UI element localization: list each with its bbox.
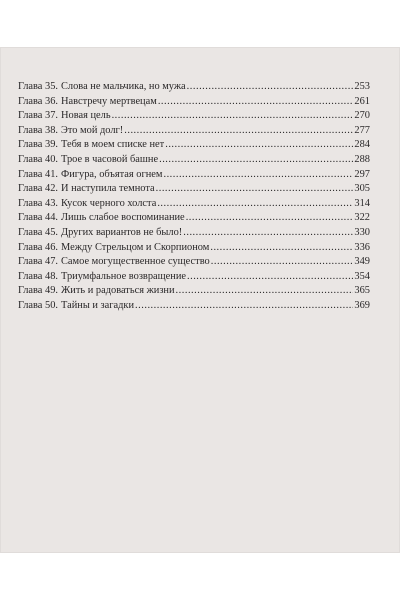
toc-entry-40 [18,153,370,168]
dot-leader [210,241,353,256]
toc-entry-43 [18,197,370,212]
toc-entry-46 [18,241,370,256]
dot-leader [163,168,353,183]
chapter-title: Навстречу мертвецам [61,95,157,107]
chapter-number: Глава 47. [18,256,58,268]
toc-entry-50 [18,299,370,314]
chapter-title: Жить и радоваться жизни [61,285,175,297]
chapter-number: Глава 39. [18,139,58,151]
page-number: 270 [354,110,370,122]
chapter-number: Глава 36. [18,95,58,107]
dot-leader [165,138,353,153]
chapter-title: Лишь слабое воспоминание [61,212,185,224]
chapter-number: Глава 40. [18,153,58,165]
chapter-title: Слова не мальчика, но мужа [61,81,186,92]
chapter-title: Кусок черного холста [61,197,157,209]
book-page [0,47,400,553]
dot-leader [157,197,353,212]
chapter-number: Глава 41. [18,168,58,180]
page-number: 336 [354,241,370,253]
page-number: 349 [354,256,370,268]
page-number: 305 [354,183,370,195]
toc-entry-44 [18,211,370,226]
toc-entry-47 [18,255,370,270]
toc-entry-38 [18,124,370,139]
toc-entry-35 [18,80,370,95]
page-number: 330 [354,226,370,238]
table-of-contents [18,80,370,314]
chapter-number: Глава 42. [18,183,58,195]
chapter-number: Глава 46. [18,241,58,253]
page-number: 297 [354,168,370,180]
page-number: 365 [354,285,370,297]
dot-leader [183,226,353,241]
toc-entry-49 [18,284,370,299]
toc-entry-48 [18,270,370,285]
chapter-title: Других вариантов не было! [61,226,183,238]
toc-entry-45 [18,226,370,241]
chapter-number: Глава 35. [18,81,58,92]
dot-leader [158,95,354,110]
chapter-number: Глава 50. [18,299,58,311]
dot-leader [159,153,353,168]
page-number: 261 [354,95,370,107]
chapter-title: Триумфальное возвращение [61,270,186,282]
page-number: 284 [354,139,370,151]
chapter-number: Глава 48. [18,270,58,282]
chapter-title: Между Стрельцом и Скорпионом [61,241,210,253]
dot-leader [135,299,353,314]
toc-entry-42 [18,182,370,197]
chapter-title: Самое могущественное существо [61,256,210,268]
chapter-title: Новая цель [61,110,111,122]
chapter-title: Тебя в моем списке нет [61,139,165,151]
dot-leader [156,182,354,197]
page-number: 277 [354,124,370,136]
chapter-number: Глава 37. [18,110,58,122]
toc-entry-36 [18,95,370,110]
chapter-title: Трое в часовой башне [61,153,159,165]
dot-leader [187,270,353,285]
page-number: 322 [354,212,370,224]
page-number: 253 [354,81,370,92]
chapter-title: Тайны и загадки [61,299,135,311]
page-number: 369 [354,299,370,311]
chapter-title: И наступила темнота [61,183,155,195]
chapter-title: Это мой долг! [61,124,124,136]
dot-leader [176,284,354,299]
page-number: 314 [354,197,370,209]
chapter-number: Глава 45. [18,226,58,238]
dot-leader [112,109,354,124]
chapter-number: Глава 44. [18,212,58,224]
chapter-number: Глава 49. [18,285,58,297]
dot-leader [124,124,353,139]
chapter-number: Глава 38. [18,124,58,136]
chapter-number: Глава 43. [18,197,58,209]
dot-leader [211,255,354,270]
page-number: 354 [354,270,370,282]
toc-entry-39 [18,138,370,153]
chapter-title: Фигура, объятая огнем [61,168,163,180]
toc-entry-41 [18,168,370,183]
page-number: 288 [354,153,370,165]
dot-leader [187,80,354,95]
dot-leader [186,211,354,226]
toc-entry-37 [18,109,370,124]
